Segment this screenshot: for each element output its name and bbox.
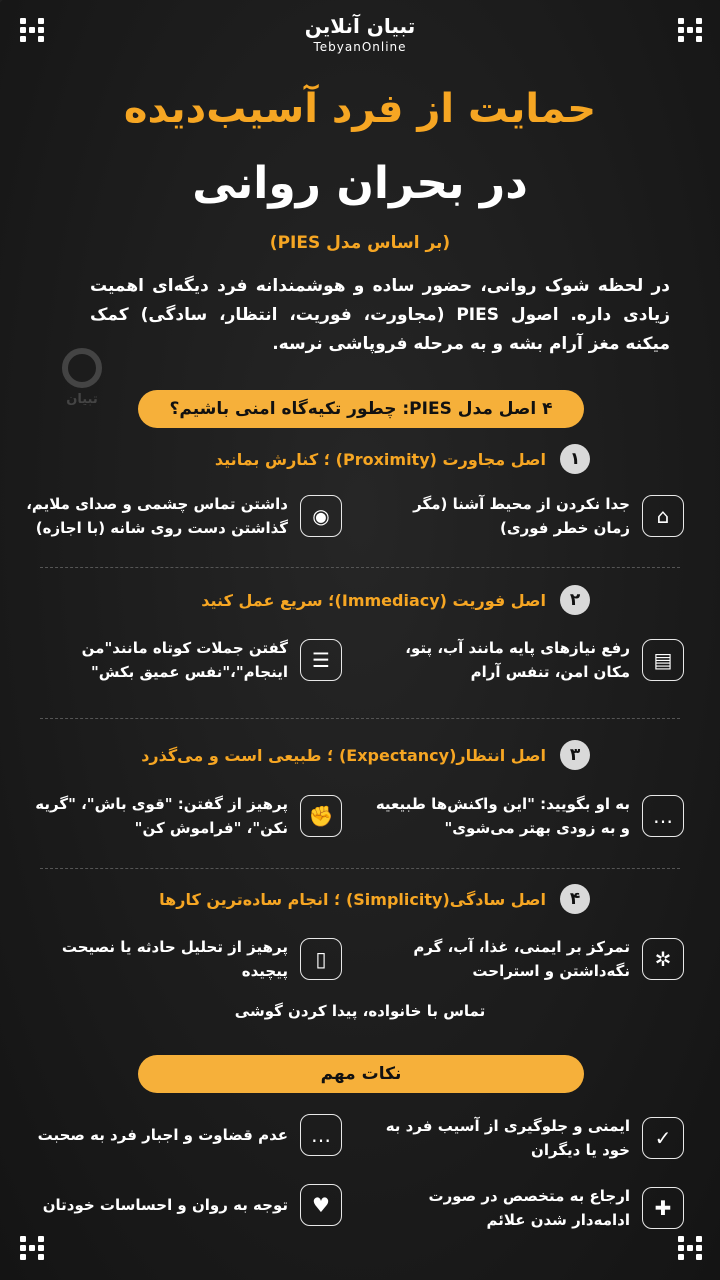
section-title: اصل انتظار(Expectancy) ؛ طبیعی است و می‌گذرد [141, 745, 546, 765]
corner-dots-icon [676, 1236, 702, 1262]
section-item [374, 935, 684, 983]
section-title: اصل مجاورت (Proximity) ؛ کنارش بمانید [214, 449, 546, 469]
section-number: ۲ [560, 585, 590, 615]
meal-icon: ✲ [642, 938, 684, 980]
section-header [215, 442, 590, 476]
section-title: اصل فوریت (Immediacy)؛ سریع عمل کنید [201, 590, 546, 610]
logo-english: TebyanOnline [313, 40, 407, 54]
section-item [24, 636, 342, 684]
section-title: اصل سادگی(Simplicity) ؛ انجام ساده‌ترین کارها [159, 889, 546, 909]
item-text: تمرکز بر ایمنی، غذا، آب، گرم نگه‌داشتن و استراحت [413, 938, 630, 980]
logo-persian: تبیان آنلاین [304, 14, 416, 38]
blanket-icon: ▤ [642, 639, 684, 681]
chat-bubble-icon: … [300, 1114, 342, 1156]
first-aid-kit-icon: ✚ [642, 1187, 684, 1229]
section-item [374, 792, 684, 840]
section-header [201, 583, 590, 617]
chat-dots-icon: … [642, 795, 684, 837]
section-item [374, 636, 684, 684]
item-text: گفتن جملات کوتاه مانند"من اینجام"،"نفس عمیق بکش" [81, 639, 288, 681]
watermark-text: تبیان [66, 392, 98, 407]
brain-heart-icon: ♥ [300, 1184, 342, 1226]
note-text: ایمنی و جلوگیری از آسیب فرد به خود یا دیگران [385, 1117, 630, 1159]
eye-icon: ◉ [300, 495, 342, 537]
note-text: توجه به روان و احساسات خودتان [42, 1196, 288, 1214]
note-item [24, 1114, 342, 1156]
item-text: پرهیز از گفتن: "قوی باش"، "گریه نکن"، "فراموش کن" [35, 795, 288, 837]
title-line-1: حمایت از فرد آسیب‌دیده [123, 86, 597, 132]
home-icon: ⌂ [642, 495, 684, 537]
note-item [24, 1184, 342, 1226]
section-number: ۴ [560, 884, 590, 914]
question-banner: ۴ اصل مدل PIES: چطور تکیه‌گاه امنی باشیم؟ [138, 390, 584, 428]
section-extra-text: تماس با خانواده، پیدا کردن گوشی [234, 1002, 486, 1020]
section-number: ۱ [560, 444, 590, 474]
divider [40, 868, 680, 869]
logo [0, 14, 720, 54]
item-text: داشتن تماس چشمی و صدای ملایم، گذاشتن دست روی شانه (با اجازه) [26, 495, 288, 537]
item-text: پرهیز از تحلیل حادثه یا نصیحت پیچیده [61, 938, 288, 980]
section-number: ۳ [560, 740, 590, 770]
note-text: ارجاع به متخصص در صورت ادامه‌دار شدن علائم [428, 1187, 630, 1229]
section-header [159, 882, 590, 916]
section-item [24, 935, 342, 983]
shield-check-icon: ✓ [642, 1117, 684, 1159]
strength-icon: ✊ [300, 795, 342, 837]
intro-paragraph: در لحظه شوک روانی، حضور ساده و هوشمندانه فرد دیگه‌ای اهمیت زیادی داره. اصول PIES (مجاورت، فوریت، انتظار، سادگی) کمک میکنه مغز آرام بشه و به مرحله فروپاشی نرسه. [90, 276, 670, 354]
section-header [141, 738, 590, 772]
note-item [374, 1184, 684, 1232]
title-line-2: در بحران روانی [192, 158, 528, 209]
note-text: عدم قضاوت و اجبار فرد به صحبت [37, 1126, 288, 1144]
section-item [24, 492, 342, 540]
item-text: رفع نیازهای پایه مانند آب، پتو، مکان امن، تنفس آرام [405, 639, 630, 681]
clipboard-icon: ▯ [300, 938, 342, 980]
notes-banner: نکات مهم [138, 1055, 584, 1093]
section-item [374, 492, 684, 540]
note-item [374, 1114, 684, 1162]
section-item [24, 792, 342, 840]
message-icon: ☰ [300, 639, 342, 681]
item-text: جدا نکردن از محیط آشنا (مگر زمان خطر فوری) [413, 495, 630, 537]
subtitle: (بر اساس مدل PIES) [269, 233, 451, 253]
divider [40, 567, 680, 568]
item-text: به او بگویید: "این واکنش‌ها طبیعیه و به زودی بهتر می‌شوی" [375, 795, 630, 837]
divider [40, 718, 680, 719]
corner-dots-icon [18, 1236, 44, 1262]
